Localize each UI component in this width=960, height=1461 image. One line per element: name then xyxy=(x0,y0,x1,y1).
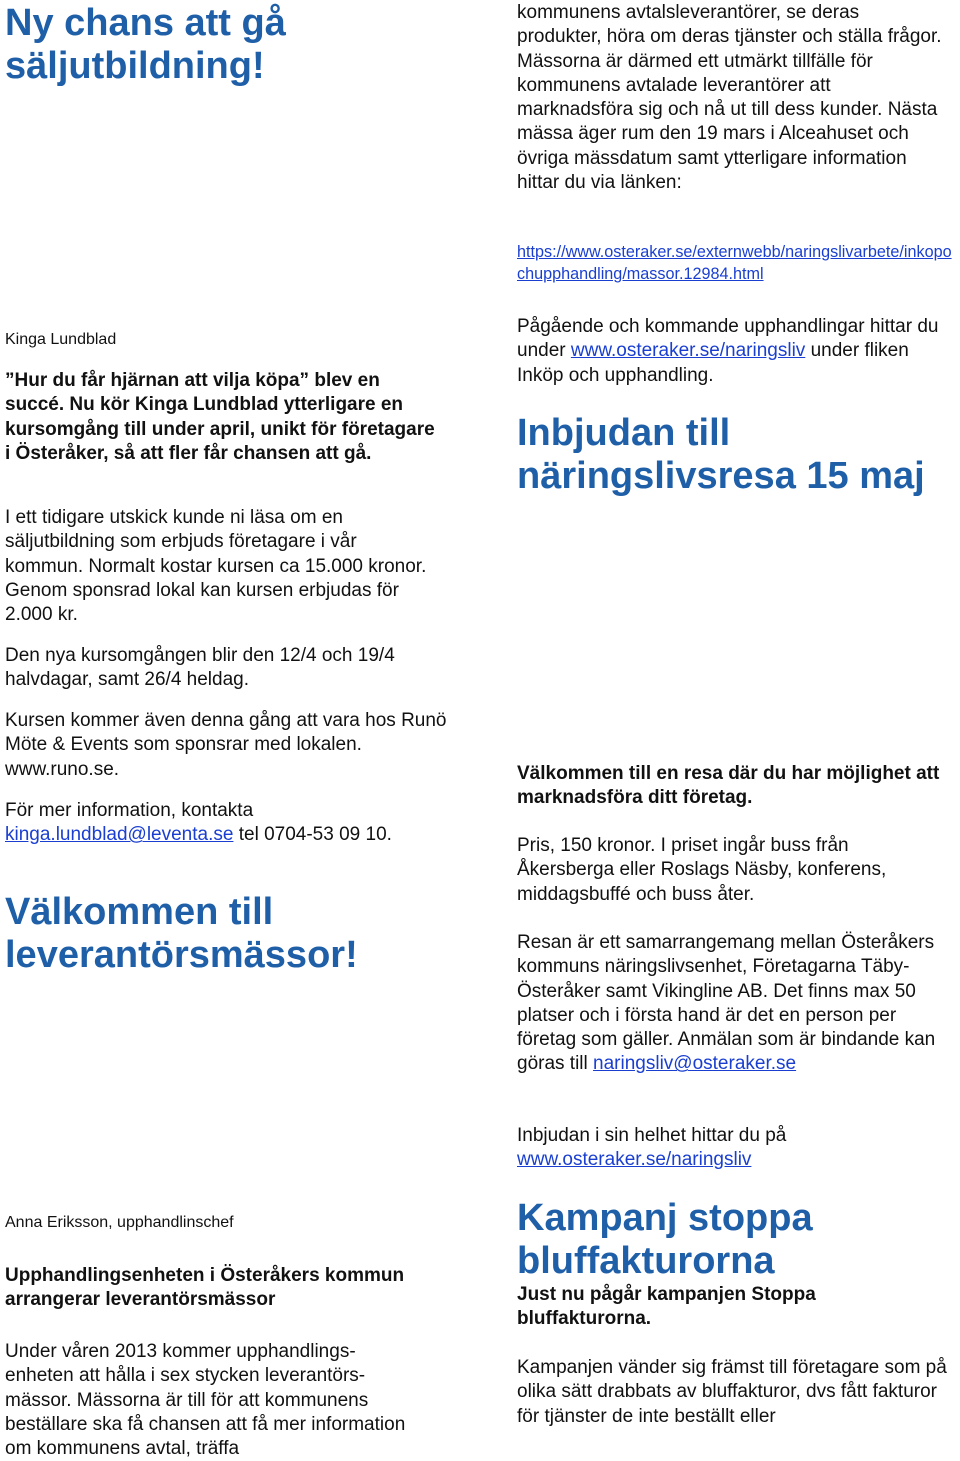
lead-kampanj: Just nu pågår kampanjen Stoppa bluffakturorna. xyxy=(517,1284,816,1330)
headline-saljutbildning: Ny chans att gå säljutbildning! xyxy=(5,2,286,87)
paragraph-samarrangemang xyxy=(517,931,949,1077)
email-link-naringsliv[interactable]: naringsliv@osteraker.se xyxy=(593,1053,797,1075)
paragraph-kampanj: Kampanjen vänder sig främst till företagare som på olika sätt drabbats av bluffakturor, dvs fått fakturor för tjänster de inte beställt eller xyxy=(517,1357,947,1427)
lead-paragraph: ”Hur du får hjärnan att vilja köpa” blev en succé. Nu kör Kinga Lundblad ytterligare en kursomgång till under april, unikt för företagare i Österåker, så att fler får chansen att gå. xyxy=(5,370,435,464)
upphandlingar-text-end: under fliken Inköp och upphandling. xyxy=(517,340,909,386)
paragraph-inbjudan xyxy=(517,1124,817,1173)
upphandlingar-text: Pågående och kommande upphandlingar hittar du under xyxy=(517,316,939,362)
paragraph-massor-cont: kommunens avtalsleverantörer, se deras produkter, höra om deras tjänster och ställa frågor. Mässorna är därmed ett utmärkt tillfälle för kommunens avtalade leverantörer att marknadsföra sig och nå ut till dess kunder. Nästa mässa äger rum den 19 mars i Alceahuset och övriga mässdatum samt ytterligare information hittar du via länken: xyxy=(517,2,942,194)
paragraph-course-dates: Den nya kursomgången blir den 12/4 och 19/4 halvdagar, samt 26/4 heldag. xyxy=(5,645,395,691)
paragraph-pris: Pris, 150 kronor. I priset ingår buss från Åkersberga eller Roslags Näsby, konferens, middagsbuffé och buss åter. xyxy=(517,835,887,905)
paragraph-massor-intro: Under våren 2013 kommer upphandlings-enheten att hålla i sex stycken leverantörs-mässor. Mässorna är till för att kommunens beställare ska få chansen att få mer information om kommunens avtal, träffa xyxy=(5,1341,406,1460)
photo-caption-kinga: Kinga Lundblad xyxy=(5,331,117,348)
photo-caption-anna: Anna Eriksson, upphandlinschef xyxy=(5,1214,234,1231)
paragraph-upphandlingar xyxy=(517,315,957,388)
headline-kampanj: Kampanj stoppa bluffakturorna xyxy=(517,1197,813,1282)
contact-label: För mer information, kontakta xyxy=(5,800,254,821)
lead-resa: Välkommen till en resa där du har möjlighet att marknadsföra ditt företag. xyxy=(517,763,940,809)
paragraph-contact xyxy=(5,799,465,848)
inbjudan-text: Inbjudan i sin helhet hittar du på xyxy=(517,1125,787,1146)
paragraph-venue: Kursen kommer även denna gång att vara hos Runö Möte & Events som sponsrar med lokalen. www.runo.se. xyxy=(5,710,447,780)
samarrangemang-text: Resan är ett samarrangemang mellan Österåkers kommuns näringslivsenhet, Företagarna Täby-Österåker samt Vikingline AB. Det finns max 50 platser och i första hand är det en person per företag som gäller. Anmälan som är bindande kan göras till xyxy=(517,932,936,1075)
headline-naringslivsresa: Inbjudan till näringslivsresa 15 maj xyxy=(517,412,925,497)
paragraph-course-info: I ett tidigare utskick kunde ni läsa om en säljutbildning som erbjuds företagare i vår kommun. Normalt kostar kursen ca 15.000 kronor. Genom sponsrad lokal kan kursen erbjudas för 2.000 kr. xyxy=(5,507,427,626)
link-massor-url[interactable]: https://www.osteraker.se/externwebb/naringslivarbete/inkopochupphandling/massor.12984.html xyxy=(517,243,952,283)
link-inbjudan[interactable]: www.osteraker.se/naringsliv xyxy=(517,1149,752,1171)
contact-phone: tel 0704-53 09 10. xyxy=(233,824,392,846)
link-naringsliv[interactable]: www.osteraker.se/naringsliv xyxy=(570,340,806,362)
subheadline-leverantorsmassor: Upphandlingsenheten i Österåkers kommun arrangerar leverantörsmässor xyxy=(5,1265,405,1311)
headline-leverantorsmassor: Välkommen till leverantörsmässor! xyxy=(5,891,358,976)
email-link-kinga[interactable]: kinga.lundblad@leventa.se xyxy=(5,824,234,846)
